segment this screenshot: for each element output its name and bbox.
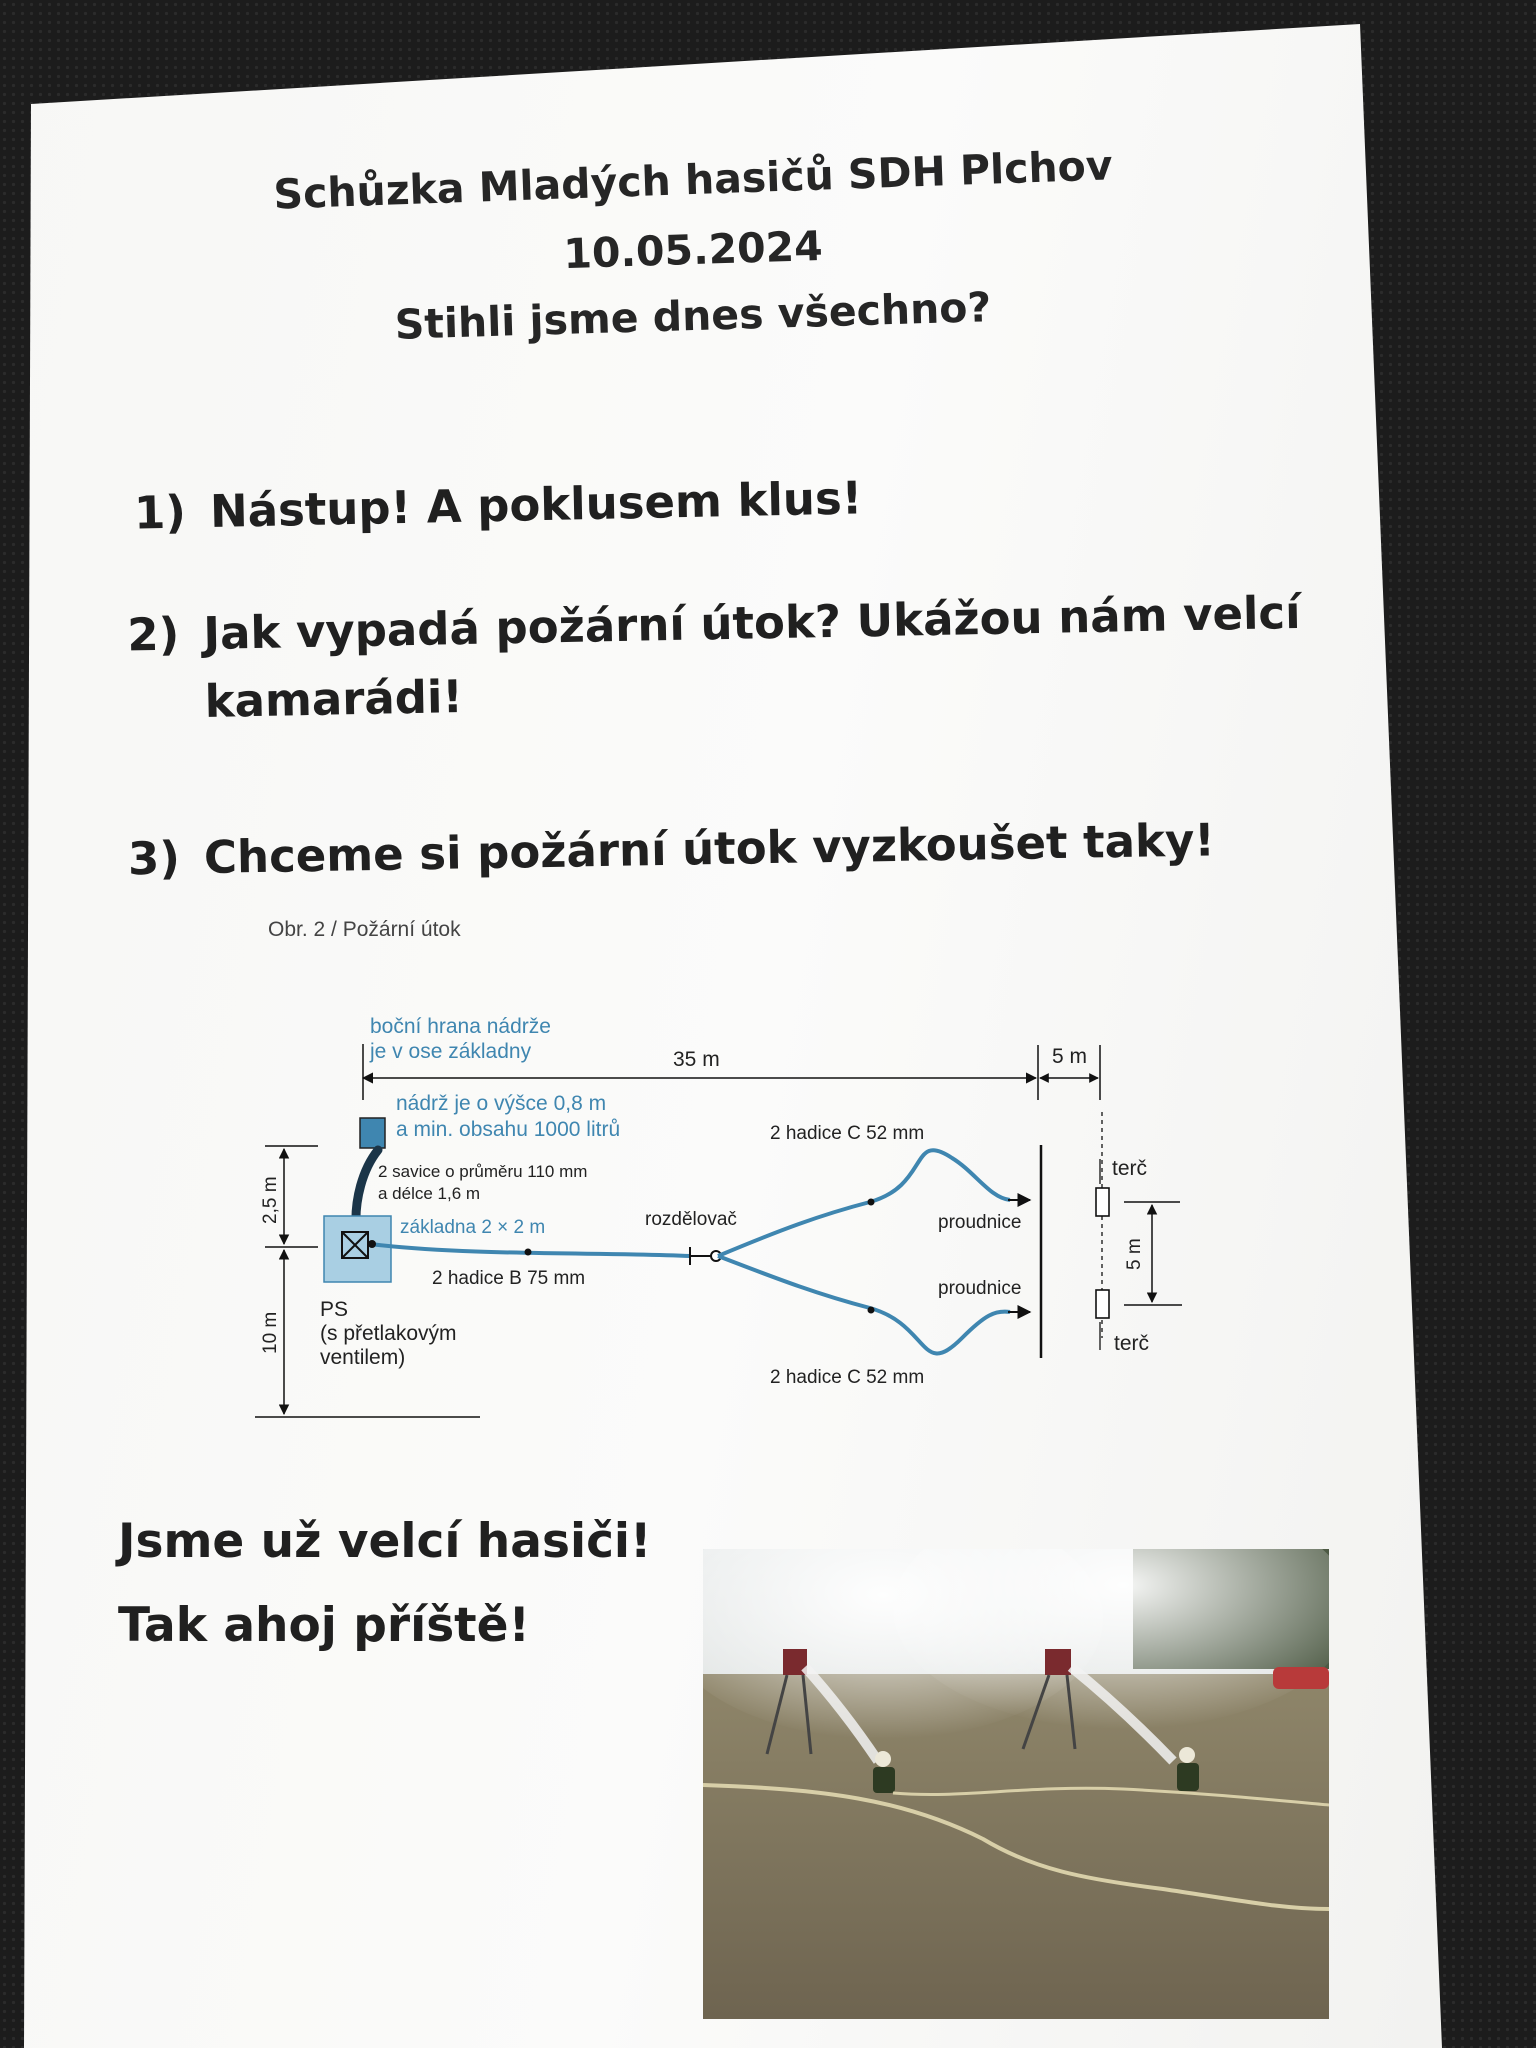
pump-base [324,1216,391,1282]
suction-info-1: 2 savice o průměru 110 mm [378,1162,588,1181]
suction-hose [356,1150,378,1225]
meeting-title: Schůzka Mladých hasičů SDH Plchov [272,141,1114,219]
tank-edge-note-1: boční hrana nádrže [370,1015,551,1038]
nozzle-top-label: proudnice [938,1212,1022,1233]
closing-line-2: Tak ahoj příště! [118,1598,530,1653]
agenda-text: Jak vypadá požární útok? Ukážou nám velcí [202,585,1301,661]
ps-label-3: ventilem) [320,1346,406,1369]
closing-text [118,1500,651,1668]
hose-c-top-label: 2 hadice C 52 mm [770,1123,925,1144]
photo-illustration [703,1549,1329,2019]
tank-info-2: a min. obsahu 1000 litrů [396,1118,621,1141]
ps-label-1: PS [320,1298,349,1321]
target-gap-label: 5 m [1124,1238,1145,1270]
height-2-5m-label: 2,5 m [260,1176,281,1224]
target-bottom-label: terč [1114,1332,1150,1355]
target-bottom-icon [1096,1290,1109,1318]
meeting-date: 10.05.2024 [562,221,824,279]
hose-c-bottom-label: 2 hadice C 52 mm [770,1367,925,1388]
tank-edge-note-2: je v ose základny [370,1040,532,1063]
meeting-question: Stihli jsme dnes všechno? [394,283,992,349]
agenda-number: 3) [127,831,181,886]
ps-label-2: (s přetlakovým [320,1322,457,1345]
agenda-number: 2) [126,607,180,662]
closing-line-1: Jsme už velcí hasiči! [118,1514,652,1569]
agenda-number: 1) [133,485,187,540]
base-label: základna 2 × 2 m [400,1217,546,1238]
target-top-icon [1096,1188,1109,1216]
agenda-text: Nástup! A poklusem klus! [209,471,863,538]
divider-label: rozdělovač [645,1209,737,1230]
water-tank [360,1118,385,1148]
diagram-caption: Obr. 2 / Požární útok [268,918,461,941]
distance-5m-label: 5 m [1052,1045,1088,1068]
distance-35m-label: 35 m [673,1048,720,1071]
target-top-label: terč [1112,1157,1148,1180]
hose-c-bottom [718,1256,1010,1353]
agenda-text: Chceme si požární útok vyzkoušet taky! [203,813,1216,884]
hose-b-label: 2 hadice B 75 mm [432,1268,586,1289]
suction-info-2: a délce 1,6 m [378,1184,481,1203]
height-10m-label: 10 m [260,1311,281,1354]
tank-info-1: nádrž je o výšce 0,8 m [396,1092,607,1115]
nozzle-bottom-label: proudnice [938,1278,1022,1299]
hose-c-top [718,1150,1010,1256]
agenda-text-continued: kamarádi! [204,670,464,728]
fire-attack-photo [703,1549,1329,2019]
